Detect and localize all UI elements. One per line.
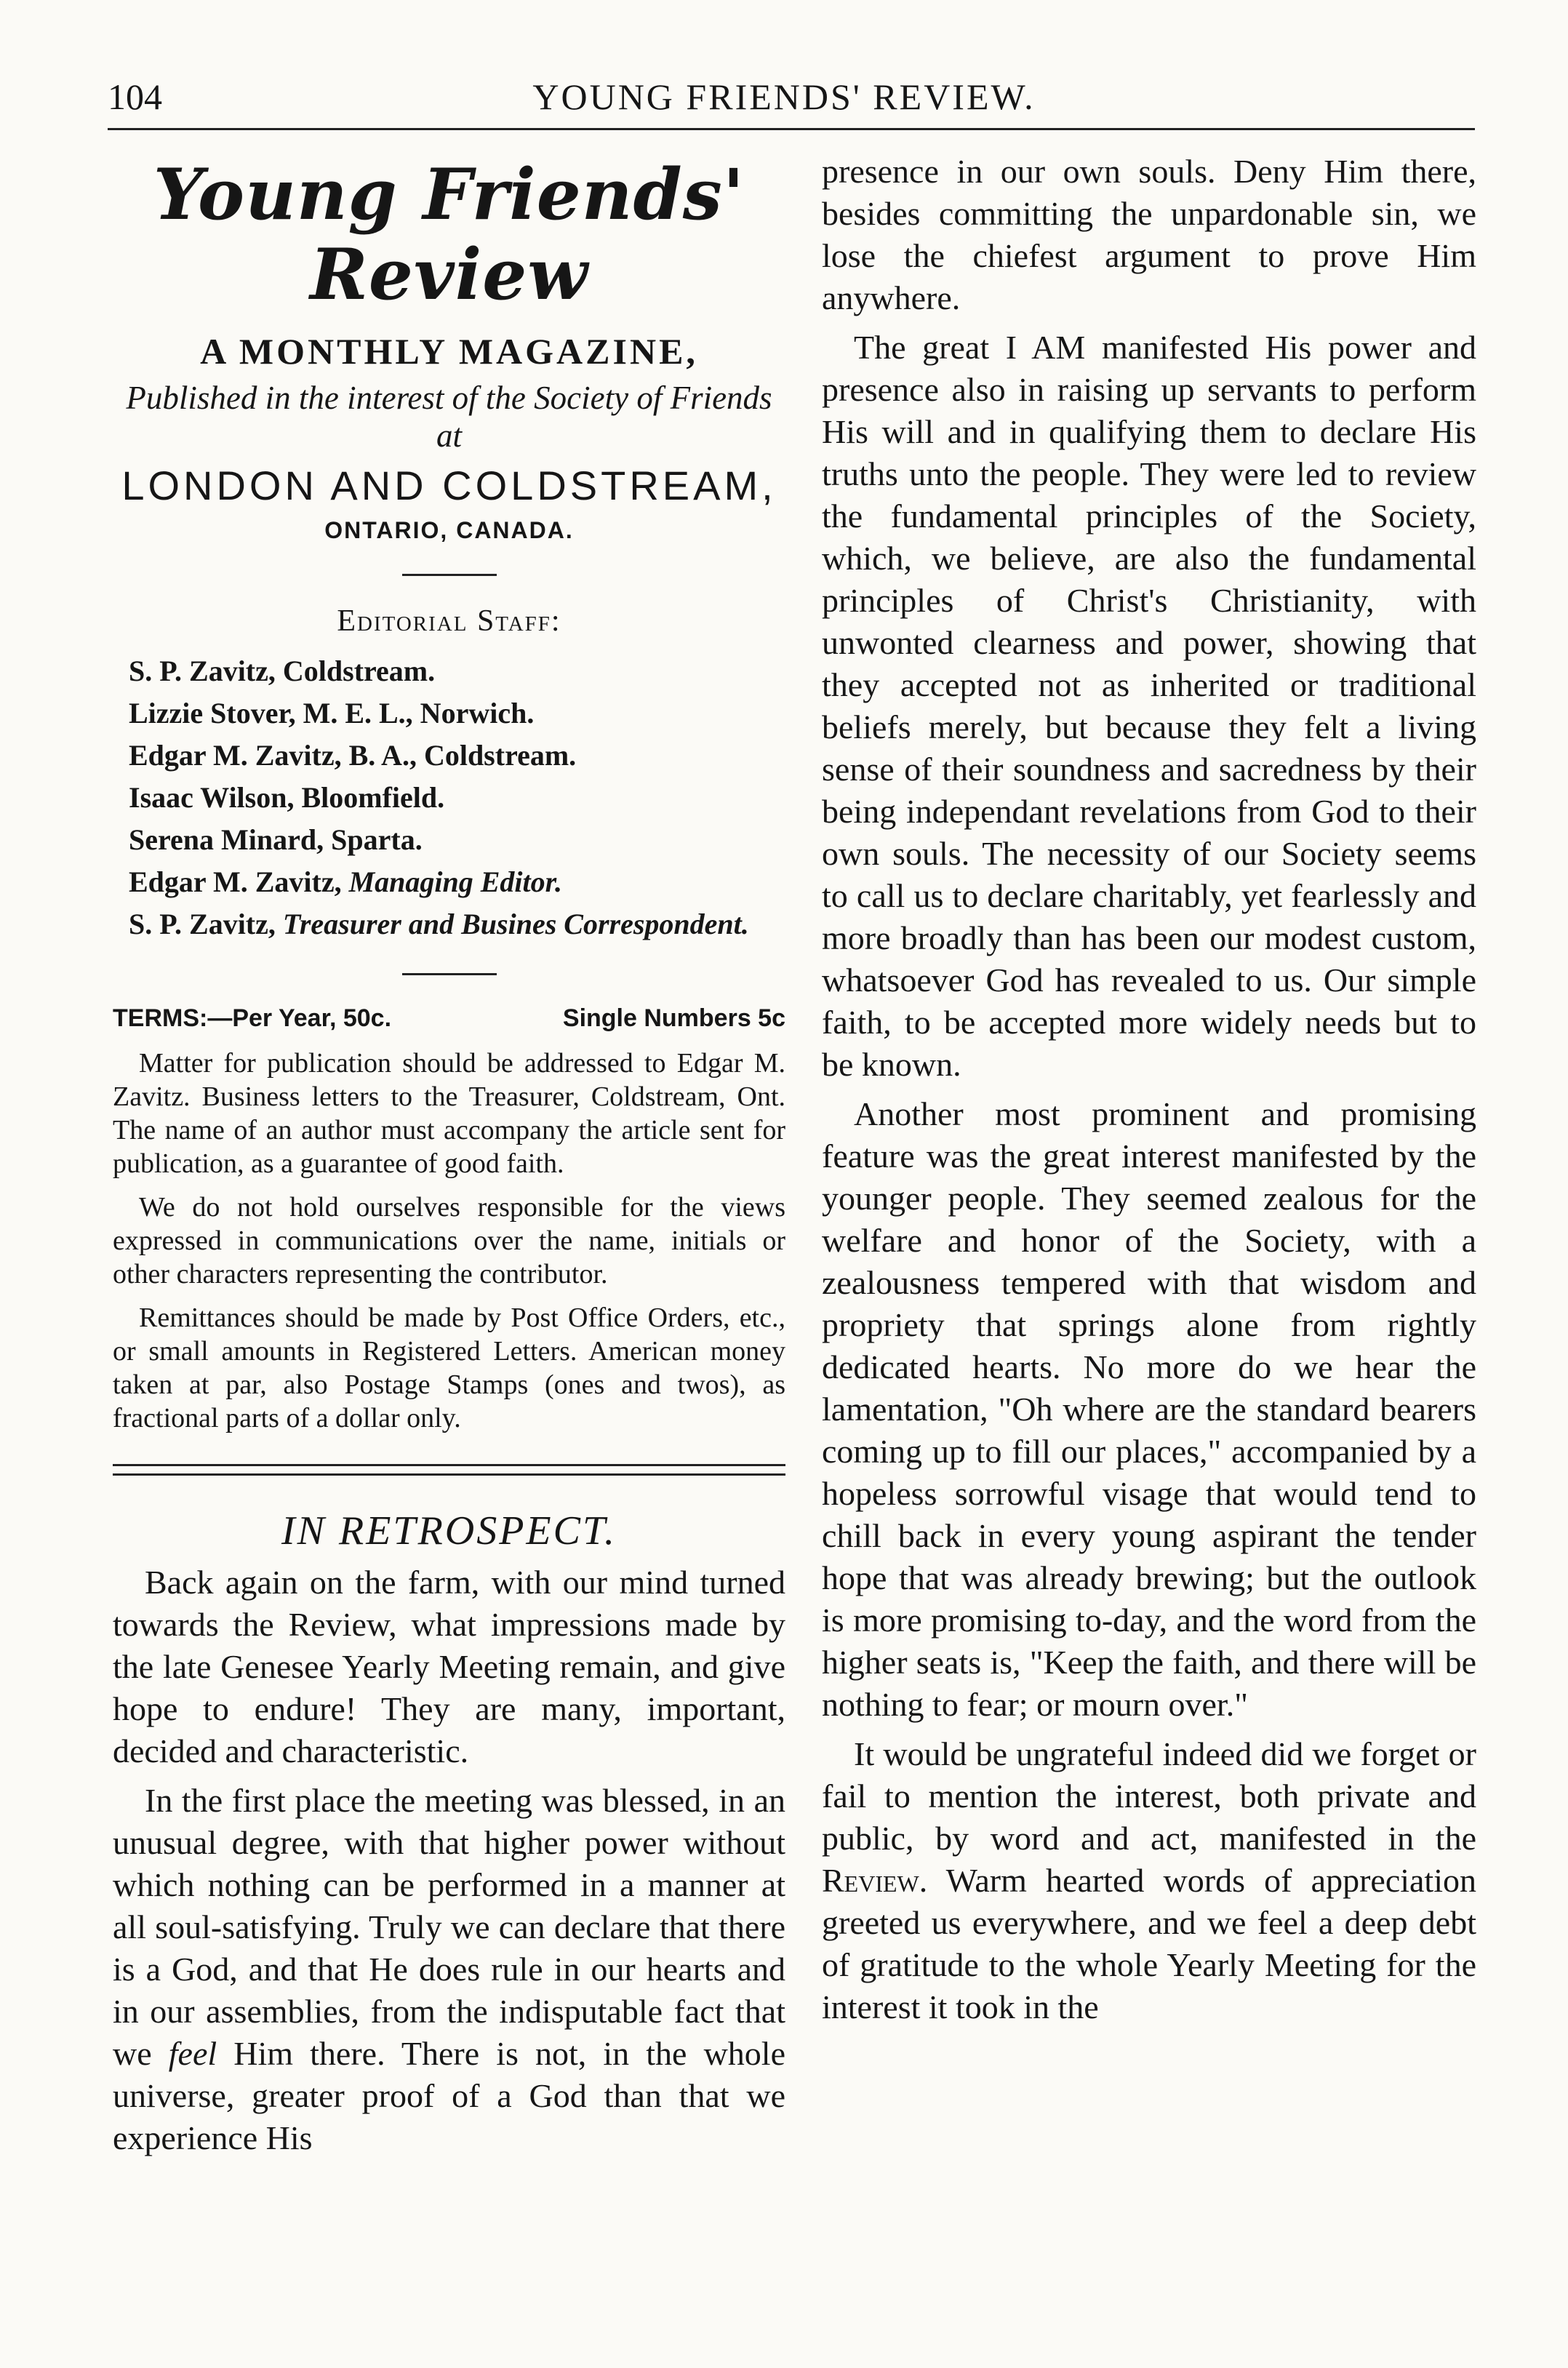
masthead-published: Published in the interest of the Society of Friends at (126, 380, 772, 454)
section-rule (113, 1464, 785, 1476)
staff-member: Lizzie Stover, M. E. L., Norwich. (129, 697, 535, 729)
article-paragraph: In the first place the meeting was blessed, in an unusual degree, with that higher power without which nothing can be performed in a manner at all soul-satisfying. Truly we can declare that there is a God, and that He does rule in our hearts and in our assemblies, from the indisputable fact that we feel Him there. There is not, in the whole universe, greater proof of a God than that we experience His (113, 1782, 785, 2156)
staff-member: S. P. Zavitz, Coldstream. (129, 655, 436, 687)
staff-member: Isaac Wilson, Bloomfield. (129, 781, 445, 814)
divider (402, 973, 497, 975)
masthead-city: LONDON AND COLDSTREAM, (121, 463, 777, 508)
masthead-province: ONTARIO, CANADA. (324, 517, 574, 543)
staff-heading: Editorial Staff: (337, 604, 561, 638)
staff-member-treasurer (113, 903, 785, 945)
staff-member: Edgar M. Zavitz, B. A., Coldstream. (129, 739, 577, 772)
left-column (113, 149, 785, 2159)
header-rule (108, 128, 1475, 130)
staff-member: Serena Minard, Sparta. (129, 823, 423, 856)
notice-address: Matter for publication should be addressed to Edgar M. Zavitz. Business letters to the Treasurer, Coldstream, Ont. The name of an author must accompany the article sent for publication, as a guarantee of good faith. (113, 1048, 785, 1179)
article-paragraph: Back again on the farm, with our mind turned towards the Review, what impressions made by the late Genesee Yearly Meeting remain, and give hope to endure! They are many, important, decided and characteristic. (113, 1564, 785, 1769)
article-paragraph: Another most prominent and promising feature was the great interest manifested by the younger people. They seemed zealous for the welfare and honor of the Society, with a zealousness tempered with that wisdom and propriety that springs alone from rightly dedicated hearts. No more do we hear the lamentation, "Oh where are the standard bearers coming up to fill our places," accompanied by a hopeless sorrowful visage that would tend to chill back in every young aspirant the tender hope that was already brewing; but the outlook is more promising to-day, and the word from the higher seats is, "Keep the faith, and there will be nothing to fear; or mourn over." (822, 1095, 1476, 1723)
notice-responsibility: We do not hold ourselves responsible for the views expressed in communications over the name, initials or other characters representing the contributor. (113, 1192, 785, 1289)
page-number: 104 (108, 76, 162, 117)
masthead-title: Young Friends' Review (153, 153, 745, 316)
managing-name: Edgar M. Zavitz, (129, 865, 342, 898)
running-head (0, 76, 1568, 127)
managing-role: Managing Editor. (348, 865, 563, 898)
terms-line (113, 1000, 785, 1036)
staff-member-managing (113, 861, 785, 903)
divider (402, 574, 497, 576)
masthead-subtitle: A MONTHLY MAGAZINE, (200, 331, 698, 372)
treasurer-name: S. P. Zavitz, (129, 908, 276, 940)
right-column (822, 149, 1476, 2028)
article-paragraph: It would be ungrateful indeed did we forget or fail to mention the interest, both private and public, by word and act, manifested in the Review. Warm hearted words of appreciation greeted us everywhere, and we feel a deep debt of gratitude to the whole Yearly Meeting for the interest it took in the (822, 1735, 1476, 2025)
article-paragraph: The great I AM manifested His power and presence also in raising up servants to perform His will and in qualifying them to declare His truths unto the people. They were led to review the fundamental principles of the Society, which, we believe, are also the fundamental principles of Christ's Christianity, with unwonted clearness and power, showing that they accepted not as inherited or traditional beliefs merely, but because they felt a living sense of their soundness and sacredness by their being independant revelations from God to their own souls. The necessity of our Society seems to call us to declare charitably, yet fearlessly and more broadly than has been our modest custom, whatsoever God has revealed to us. Our simple faith, to be accepted more widely needs but to be known. (822, 329, 1476, 1083)
terms-per-year: TERMS:—Per Year, 50c. (113, 1004, 392, 1032)
notice-remittances: Remittances should be made by Post Office Orders, etc., or small amounts in Registered Letters. American money taken at par, also Postage Stamps (ones and twos), as fractional parts of a dollar only. (113, 1303, 785, 1433)
treasurer-role: Treasurer and Busines Correspondent. (282, 908, 749, 940)
terms-single: Single Numbers 5c (562, 1004, 785, 1032)
article-paragraph: presence in our own souls. Deny Him there, besides committing the unpardonable sin, we lose the chiefest argument to prove Him anywhere. (822, 153, 1476, 316)
article-title: IN RETROSPECT. (281, 1508, 617, 1553)
running-title: YOUNG FRIENDS' REVIEW. (532, 76, 1036, 117)
staff-list (113, 650, 785, 945)
